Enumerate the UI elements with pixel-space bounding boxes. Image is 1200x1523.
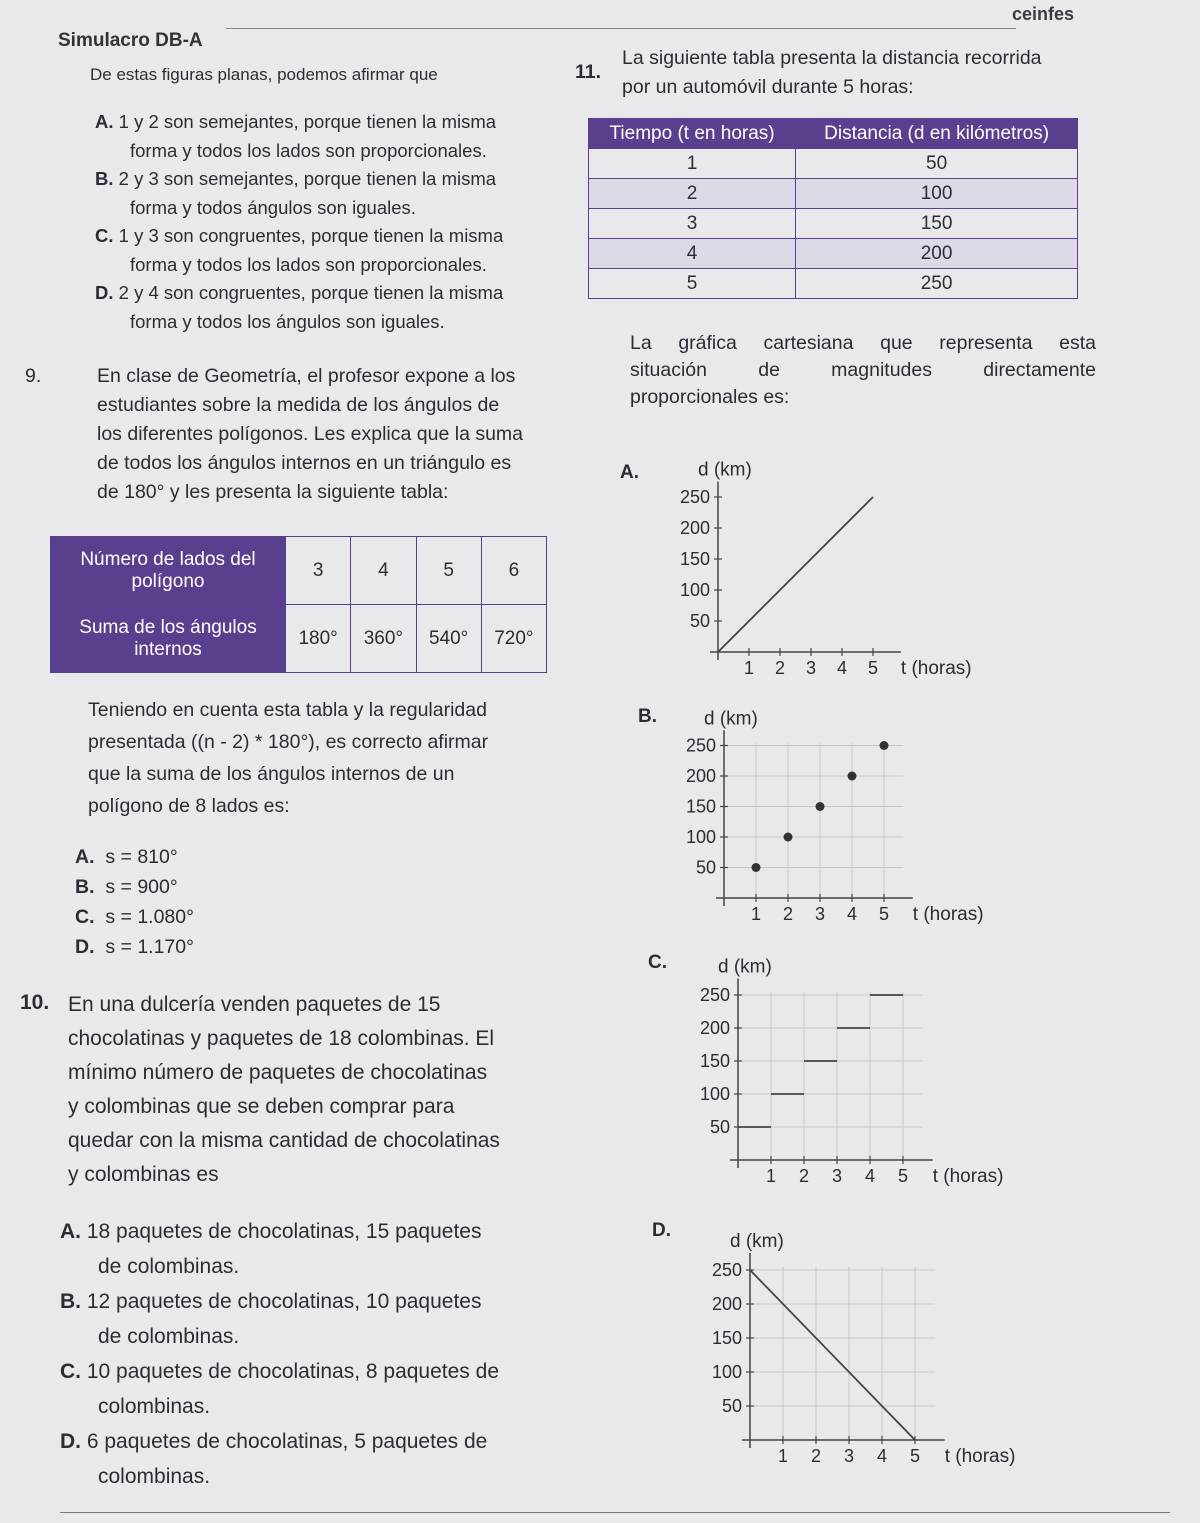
y-tick-label: 100 [699,1084,730,1104]
option-text: s = 1.080° [105,906,194,928]
option-letter: A. [95,111,114,132]
angles-row2-label: Suma de los ángulos internos [51,605,286,673]
data-point [752,863,761,872]
option-letter: D. [60,1430,81,1453]
option-text: 18 paquetes de chocolatinas, 15 paquetes [86,1220,482,1243]
y-tick-label: 50 [721,1396,742,1416]
option-letter: B. [95,168,114,189]
option-letter: C. [95,225,114,246]
q10-line: chocolatinas y paquetes de 18 colombinas. El [68,1027,495,1050]
q9-line: estudiantes sobre la medida de los ángulos de [97,394,500,416]
data-line [718,497,873,652]
x-tick-label: 2 [774,658,786,678]
q9-after-line: que la suma de los ángulos internos de un [88,763,455,785]
option-letter: D. [95,282,114,303]
x-tick-label: 4 [864,1166,876,1186]
option-letter: A. [75,846,95,868]
table-cell: 4 [589,239,796,269]
x-tick-label: 3 [843,1446,855,1466]
option-text: 2 y 3 son semejantes, porque tienen la misma [118,168,497,189]
data-point [816,802,825,811]
option-text: 1 y 3 son congruentes, porque tienen la misma [118,225,504,246]
q9-number: 9. [25,365,42,387]
table-header-distance: Distancia (d en kilómetros) [796,119,1078,149]
table-cell: 150 [796,209,1078,239]
table-cell: 540° [416,605,481,673]
q11-line: por un automóvil durante 5 horas: [622,76,914,98]
y-axis-label: d (km) [704,708,758,730]
y-tick-label: 250 [679,487,710,507]
graph-option-letter: A. [620,462,639,483]
y-tick-label: 150 [685,796,716,817]
q10-line: En una dulcería venden paquetes de 15 [68,993,441,1016]
q10-line: quedar con la misma cantidad de chocolatinas [68,1129,500,1152]
x-tick-label: 5 [909,1446,921,1466]
x-tick-label: 4 [836,658,848,678]
x-axis-label: t (horas) [944,1446,1016,1467]
y-tick-label: 200 [685,766,716,786]
option-text-cont: forma y todos los lados son proporcionales. [130,253,487,275]
option-text: 2 y 4 son congruentes, porque tienen la misma [118,282,504,303]
option-letter: A. [60,1220,81,1243]
table-cell: 1 [589,149,796,179]
table-cell: 2 [589,179,796,209]
y-tick-label: 100 [711,1362,742,1382]
q11-after-line: proporcionales es: [630,386,790,408]
option-text: 10 paquetes de chocolatinas, 8 paquetes de [86,1360,499,1383]
data-point [848,772,857,781]
table-cell: 250 [796,269,1078,299]
y-tick-label: 200 [699,1018,730,1038]
y-tick-label: 250 [685,735,716,756]
q10-line: mínimo número de paquetes de chocolatinas [68,1061,488,1084]
graph-option-letter: B. [638,706,657,727]
data-point [784,833,793,842]
angles-row1-label: Número de lados del polígono [51,537,286,605]
x-axis-label: t (horas) [932,1166,1004,1187]
q9-line: de 180° y les presenta la siguiente tabla: [97,481,449,503]
x-tick-label: 4 [876,1446,888,1466]
y-tick-label: 200 [679,518,710,538]
q10-line: y colombinas que se deben comprar para [68,1095,455,1118]
x-tick-label: 4 [846,904,858,924]
y-tick-label: 150 [699,1051,730,1071]
footer-divider [60,1512,1170,1513]
q11-after-line: situación de magnitudes directamente [630,359,1096,381]
y-axis-label: d (km) [730,1231,784,1252]
option-text: 6 paquetes de chocolatinas, 5 paquetes de [86,1430,488,1453]
y-tick-label: 50 [689,611,710,631]
q9-line: de todos los ángulos internos en un triángulo es [97,452,512,474]
option-letter: B. [60,1290,81,1313]
graph-option-letter: C. [648,952,667,973]
q11-number: 11. [575,61,602,83]
y-tick-label: 150 [711,1328,742,1348]
q9-after-line: Teniendo en cuenta esta tabla y la regularidad [88,699,487,721]
y-tick-label: 50 [695,857,716,878]
table-cell: 5 [589,269,796,299]
x-tick-label: 3 [814,904,826,924]
option-text-cont: de colombinas. [98,1325,240,1348]
y-axis-label: d (km) [698,459,752,481]
brand-logo: ceinfes [1012,4,1075,24]
x-tick-label: 5 [867,658,879,678]
y-tick-label: 50 [709,1117,730,1137]
option-text-cont: de colombinas. [98,1255,240,1278]
y-tick-label: 100 [679,580,710,600]
option-letter: B. [75,876,95,898]
table-cell: 3 [589,209,796,239]
x-tick-label: 2 [798,1166,810,1186]
x-tick-label: 1 [750,904,762,924]
option-letter: C. [60,1360,81,1383]
x-tick-label: 2 [782,904,794,924]
x-tick-label: 5 [878,904,890,924]
table-cell: 6 [481,537,546,605]
table-cell: 100 [796,179,1078,209]
table-header-time: Tiempo (t en horas) [589,119,796,149]
x-tick-label: 2 [810,1446,822,1466]
x-tick-label: 1 [765,1166,777,1186]
x-axis-label: t (horas) [912,904,984,925]
table-cell: 50 [796,149,1078,179]
x-tick-label: 1 [743,658,755,678]
q9-after-line: polígono de 8 lados es: [88,795,290,817]
table-cell: 5 [416,537,481,605]
q9-after-line: presentada ((n - 2) * 180°), es correcto afirmar [88,731,489,753]
x-tick-label: 5 [897,1166,909,1186]
table-cell: 3 [286,537,351,605]
y-tick-label: 250 [699,985,730,1005]
x-tick-label: 3 [805,658,817,678]
option-letter: C. [75,906,95,928]
q11-after-line: La gráfica cartesiana que representa esta [630,332,1096,354]
y-axis-label: d (km) [718,956,772,978]
y-tick-label: 200 [711,1294,742,1314]
option-text: s = 900° [105,876,178,898]
x-tick-label: 3 [831,1166,843,1186]
option-text-cont: colombinas. [98,1395,211,1418]
page-title: Simulacro DB-A [58,30,203,51]
table-cell: 180° [286,605,351,673]
option-text: 1 y 2 son semejantes, porque tienen la misma [118,111,497,132]
q10-line: y colombinas es [68,1163,219,1186]
option-text-cont: forma y todos ángulos son iguales. [130,196,416,218]
option-text-cont: colombinas. [98,1465,211,1488]
table-cell: 200 [796,239,1078,269]
x-tick-label: 1 [777,1446,789,1466]
option-text: s = 1.170° [105,936,194,958]
option-text-cont: forma y todos los lados son proporcionales. [130,139,487,161]
table-cell: 720° [481,605,546,673]
table-cell: 360° [351,605,416,673]
option-text-cont: forma y todos los ángulos son iguales. [130,310,445,332]
y-tick-label: 250 [711,1260,742,1280]
q11-line: La siguiente tabla presenta la distancia recorrida [622,47,1042,69]
table-cell: 4 [351,537,416,605]
q9-line: En clase de Geometría, el profesor expone a los [97,365,516,387]
q9-line: los diferentes polígonos. Les explica que la suma [97,423,524,445]
q8-stem: De estas figuras planas, podemos afirmar que [90,65,438,84]
data-point [880,741,889,750]
option-text: 12 paquetes de chocolatinas, 10 paquetes [86,1290,482,1313]
data-line [750,1270,915,1440]
q10-number: 10. [20,991,50,1014]
option-letter: D. [75,936,95,958]
graph-option-letter: D. [652,1220,671,1241]
y-tick-label: 150 [679,549,710,569]
y-tick-label: 100 [685,827,716,847]
x-axis-label: t (horas) [900,658,972,679]
option-text: s = 810° [105,846,178,868]
